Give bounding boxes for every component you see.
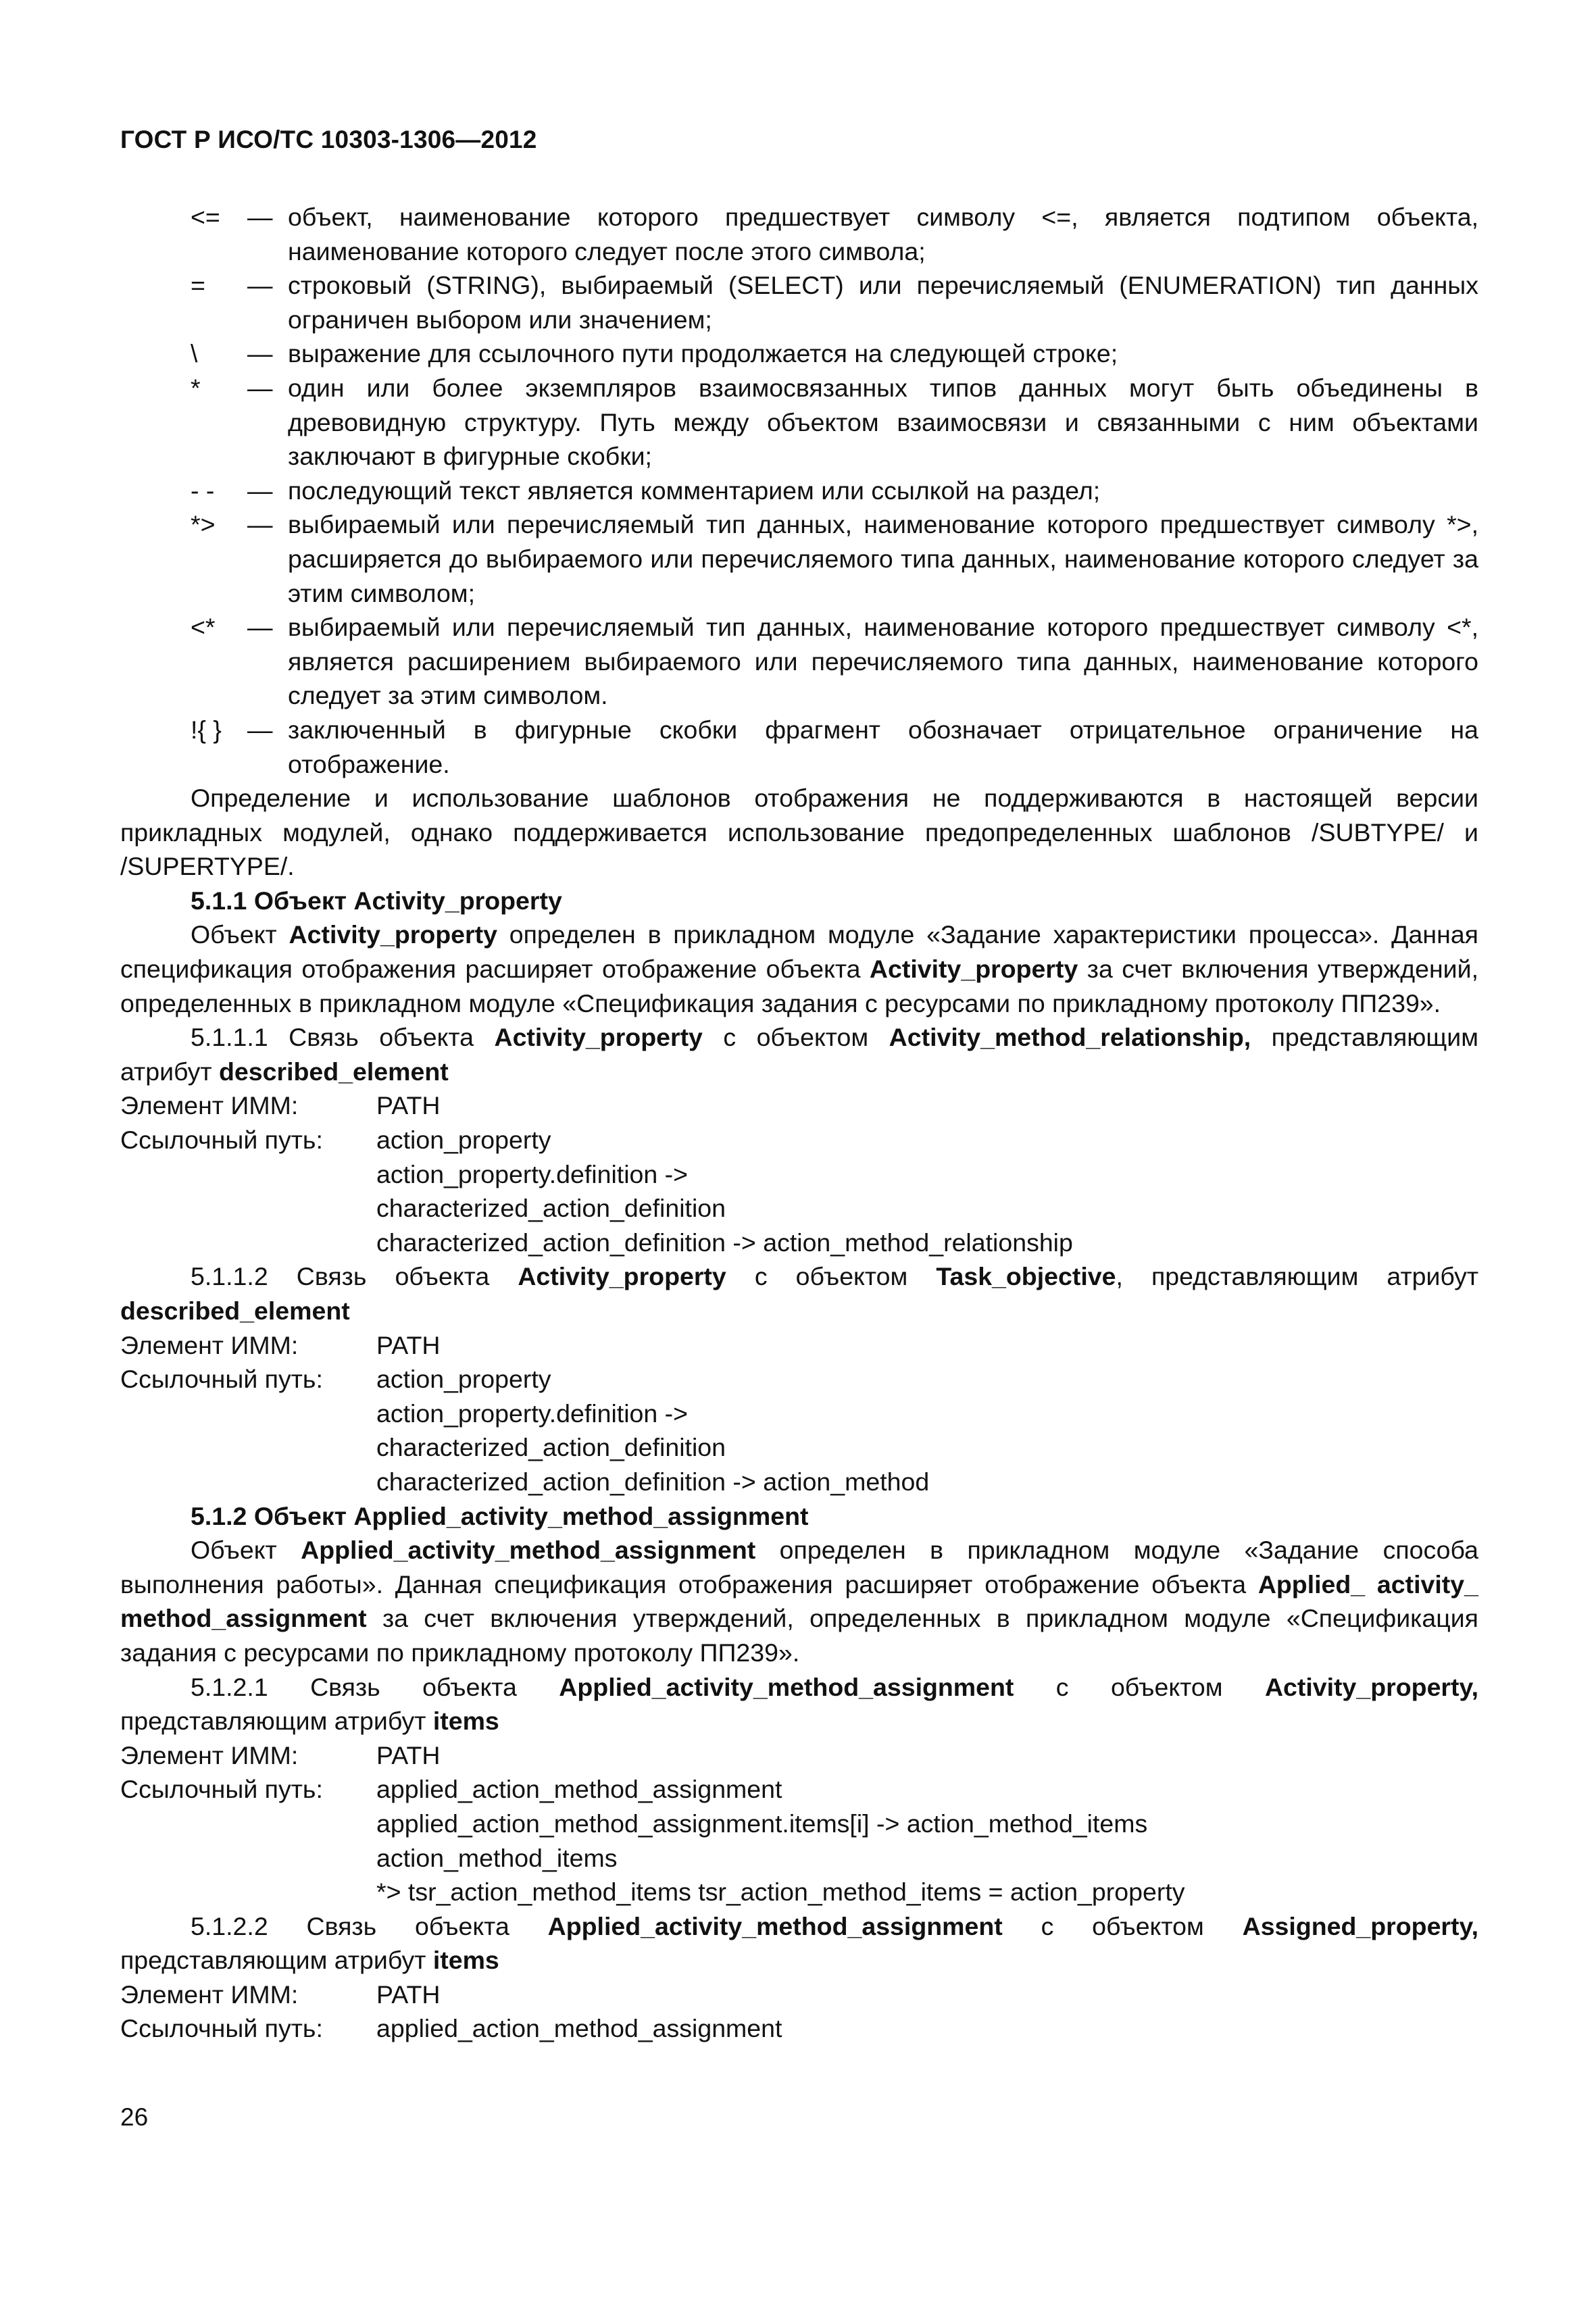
subsection-title: 5.1.1.2 Связь объекта Activity_property с объектом Task_objective, представляющим атрибут described_element — [120, 1262, 1479, 1325]
definition-text: выбираемый или перечисляемый тип данных, наименование которого предшествует символу *>, расширяется до выбираемого или перечисляемого типа данных, наименование которого следует за этим символом; — [288, 510, 1478, 607]
definition-symbol: !{ } — [191, 715, 222, 744]
definition-symbol: *> — [191, 510, 216, 539]
reference-path-row — [120, 2011, 1478, 2046]
page-number: 26 — [120, 2103, 149, 2131]
reference-path-row — [120, 1362, 1478, 1397]
definition-text: объект, наименование которого предшествует символу <=, является подтипом объекта, наименование которого следует после этого символа; — [288, 203, 1478, 266]
definition-item — [120, 507, 1478, 610]
definition-symbol: * — [191, 373, 201, 402]
definition-dash: — — [247, 271, 273, 300]
imm-value: PATH — [376, 1740, 441, 1769]
subsection-title: 5.1.2.1 Связь объекта Applied_activity_method_assignment с объектом Activity_property, представляющим атрибут items — [120, 1672, 1478, 1736]
definition-symbol: <* — [191, 613, 216, 642]
intro-paragraph: Определение и использование шаблонов отображения не поддерживаются в настоящей версии прикладных модулей, однако поддерживается использование предопределенных шаблонов /SUBTYPE/ и /SUPERTYPE/. — [120, 784, 1478, 881]
imm-value: PATH — [376, 1091, 441, 1120]
imm-element-row — [120, 1738, 1478, 1773]
section-paragraph: Объект Applied_activity_method_assignment определен в прикладном модуле «Задание способа выполнения работы». Данная спецификация отображения расширяет отображение объекта Applied_ activity_ method_assignment за счет включения утверждений, определенных в прикладном модуле «Спецификация задания с ресурсами по прикладному протоколу ПП239». — [120, 1536, 1479, 1667]
imm-label: Элемент ИММ: — [120, 1740, 299, 1769]
definition-item — [120, 268, 1478, 336]
definition-text: последующий текст является комментарием или ссылкой на раздел; — [288, 476, 1101, 505]
definition-dash: — — [247, 203, 273, 231]
definition-dash: — — [247, 339, 273, 368]
definition-item — [120, 371, 1478, 474]
path-line: action_property — [376, 1365, 551, 1394]
definition-symbol: <= — [191, 203, 220, 231]
page-content — [120, 200, 1478, 2046]
imm-element-row — [120, 1328, 1478, 1363]
section-heading: 5.1.2 Объект Applied_activity_method_assignment — [191, 1501, 809, 1530]
definition-dash: — — [247, 613, 273, 642]
imm-label: Элемент ИММ: — [120, 1330, 299, 1359]
imm-element-row — [120, 1088, 1478, 1123]
definition-item — [120, 336, 1478, 371]
definition-symbol: = — [191, 271, 205, 300]
path-line: action_method_items — [376, 1843, 618, 1872]
definition-dash: — — [247, 476, 273, 505]
definition-text: выбираемый или перечисляемый тип данных, наименование которого предшествует символу <*, является расширением выбираемого или перечисляемого типа данных, наименование которого следует за этим символом. — [288, 613, 1478, 710]
path-line: characterized_action_definition -> action_method_relationship — [376, 1228, 1073, 1257]
document-header: ГОСТ Р ИСО/ТС 10303-1306—2012 — [120, 126, 537, 153]
path-label: Ссылочный путь: — [120, 2014, 323, 2043]
path-line: action_property — [376, 1126, 551, 1155]
path-label: Ссылочный путь: — [120, 1126, 323, 1155]
subsection-title: 5.1.2.2 Связь объекта Applied_activity_method_assignment с объектом Assigned_property, представляющим атрибут items — [120, 1911, 1479, 1975]
definition-dash: — — [247, 715, 273, 744]
definition-text: один или более экземпляров взаимосвязанных типов данных могут быть объединены в древовидную структуру. Путь между объектом взаимосвязи и связанными с ним объектами заключают в фигурные скобки; — [288, 373, 1478, 471]
definition-text: заключенный в фигурные скобки фрагмент обозначает отрицательное ограничение на отображение. — [288, 715, 1478, 778]
imm-label: Элемент ИММ: — [120, 1980, 299, 2009]
imm-element-row — [120, 1978, 1478, 2012]
reference-path-row — [120, 1123, 1478, 1157]
path-line: action_property.definition -> — [376, 1159, 689, 1188]
definition-symbol: - - — [191, 476, 215, 505]
path-line: *> tsr_action_method_items tsr_action_method_items = action_property — [376, 1878, 1185, 1907]
path-line: characterized_action_definition -> action_method — [376, 1467, 930, 1496]
path-line: action_property.definition -> — [376, 1399, 689, 1428]
definition-item — [120, 200, 1478, 268]
imm-value: PATH — [376, 1330, 441, 1359]
definition-text: выражение для ссылочного пути продолжается на следующей строке; — [288, 339, 1118, 368]
imm-value: PATH — [376, 1980, 441, 2009]
imm-label: Элемент ИММ: — [120, 1091, 299, 1120]
path-label: Ссылочный путь: — [120, 1365, 323, 1394]
path-label: Ссылочный путь: — [120, 1775, 323, 1804]
path-line: applied_action_method_assignment.items[i] -> action_method_items — [376, 1809, 1148, 1838]
section-paragraph: Объект Activity_property определен в прикладном модуле «Задание характеристики процесса». Данная спецификация отображения расширяет отображение объекта Activity_property за счет включения утверждений, определенных в прикладном модуле «Спецификация задания с ресурсами по прикладному протоколу ПП239». — [120, 920, 1478, 1017]
reference-path-row — [120, 1772, 1478, 1807]
subsection-title: 5.1.1.1 Связь объекта Activity_property с объектом Activity_method_relationship, представляющим атрибут described_element — [120, 1023, 1479, 1086]
path-line: characterized_action_definition — [376, 1194, 726, 1223]
definition-dash: — — [247, 373, 273, 402]
path-line: characterized_action_definition — [376, 1433, 726, 1462]
section-heading: 5.1.1 Объект Activity_property — [191, 886, 562, 915]
definition-text: строковый (STRING), выбираемый (SELECT) или перечисляемый (ENUMERATION) тип данных ограничен выбором или значением; — [288, 271, 1478, 334]
path-line: applied_action_method_assignment — [376, 1775, 782, 1804]
definition-dash: — — [247, 510, 273, 539]
definition-symbol: \ — [191, 339, 198, 368]
definition-item — [120, 610, 1478, 713]
path-line: applied_action_method_assignment — [376, 2014, 782, 2043]
definition-item — [120, 474, 1478, 508]
definition-item — [120, 713, 1478, 781]
